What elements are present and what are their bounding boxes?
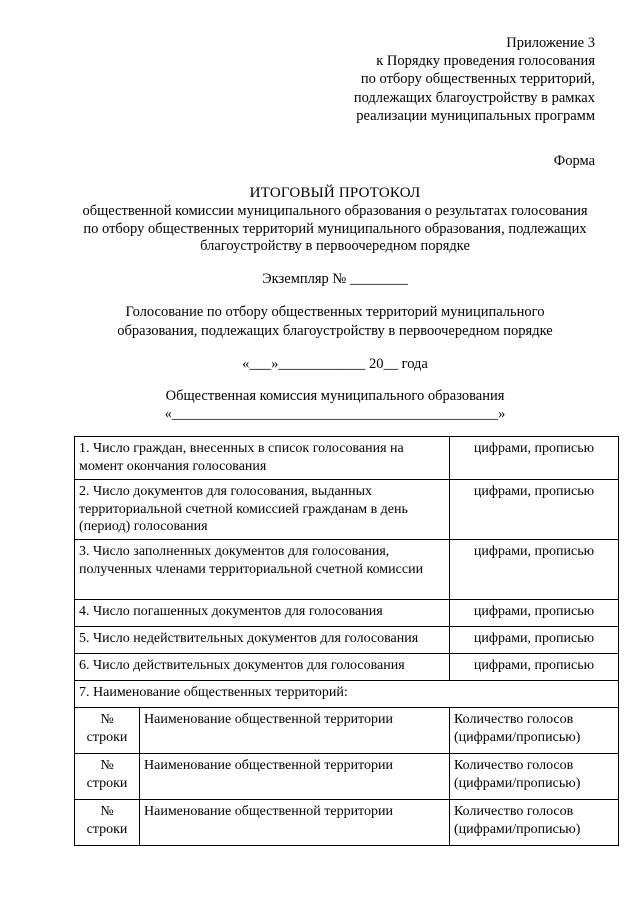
table-row <box>75 600 619 627</box>
territory-row <box>75 800 619 846</box>
results-table <box>74 436 619 846</box>
subtitle-line: по отбору общественных территорий муниципального образования, подлежащих <box>83 220 587 237</box>
territories-header-row <box>75 681 619 708</box>
appendix-line: подлежащих благоустройству в рамках <box>353 89 595 106</box>
document-subtitle <box>0 203 640 256</box>
row-number-cell: № строки <box>75 754 140 800</box>
table-row <box>75 480 619 540</box>
territory-row <box>75 754 619 800</box>
table-row <box>75 540 619 600</box>
question-cell: 3. Число заполненных документов для голосования, полученных членами территориальной счетной комиссии <box>75 540 450 600</box>
answer-cell: цифрами, прописью <box>450 600 619 627</box>
table-row <box>75 627 619 654</box>
territory-name-cell: Наименование общественной территории <box>140 800 450 846</box>
appendix-line: реализации муниципальных программ <box>356 107 595 124</box>
question-cell: 6. Число действительных документов для голосования <box>75 654 450 681</box>
commission-name-blank: «_____________________________________________» <box>164 406 506 422</box>
question-cell: 1. Число граждан, внесенных в список голосования на момент окончания голосования <box>75 437 450 480</box>
question-cell: 2. Число документов для голосования, выданных территориальной счетной комиссией гражданам в день (период) голосования <box>75 480 450 540</box>
form-label: Форма <box>553 153 595 169</box>
votes-count-cell: Количество голосов (цифрами/прописью) <box>450 800 619 846</box>
subtitle-line: общественной комиссии муниципального образования о результатах голосования <box>82 203 588 219</box>
appendix-line: к Порядку проведения голосования <box>376 53 595 70</box>
row-number-cell: № строки <box>75 708 140 754</box>
commission-line: Общественная комиссия муниципального образования <box>165 388 505 404</box>
territories-header: 7. Наименование общественных территорий: <box>75 681 619 708</box>
question-cell: 4. Число погашенных документов для голосования <box>75 600 450 627</box>
voting-description <box>0 303 640 341</box>
answer-cell: цифрами, прописью <box>450 437 619 480</box>
territory-row <box>75 708 619 754</box>
exemplar-number: Экземпляр № ________ <box>262 271 408 287</box>
appendix-header <box>354 34 595 125</box>
commission-block <box>0 387 640 423</box>
territory-name-cell: Наименование общественной территории <box>140 754 450 800</box>
answer-cell: цифрами, прописью <box>450 654 619 681</box>
voting-line: Голосование по отбору общественных территорий муниципального <box>125 304 545 320</box>
votes-count-cell: Количество голосов (цифрами/прописью) <box>450 754 619 800</box>
document-title: ИТОГОВЫЙ ПРОТОКОЛ <box>249 185 421 201</box>
appendix-line: по отбору общественных территорий, <box>360 71 595 88</box>
question-cell: 5. Число недействительных документов для голосования <box>75 627 450 654</box>
row-number-cell: № строки <box>75 800 140 846</box>
answer-cell: цифрами, прописью <box>450 480 619 540</box>
subtitle-line: благоустройству в первоочередном порядке <box>200 238 470 255</box>
territory-name-cell: Наименование общественной территории <box>140 708 450 754</box>
voting-line: образования, подлежащих благоустройству в первоочередном порядке <box>117 323 553 339</box>
table-row <box>75 437 619 480</box>
table-row <box>75 654 619 681</box>
protocol-date: «___»____________ 20__ года <box>242 356 428 372</box>
appendix-line: Приложение 3 <box>506 35 595 51</box>
votes-count-cell: Количество голосов (цифрами/прописью) <box>450 708 619 754</box>
answer-cell: цифрами, прописью <box>450 540 619 600</box>
answer-cell: цифрами, прописью <box>450 627 619 654</box>
